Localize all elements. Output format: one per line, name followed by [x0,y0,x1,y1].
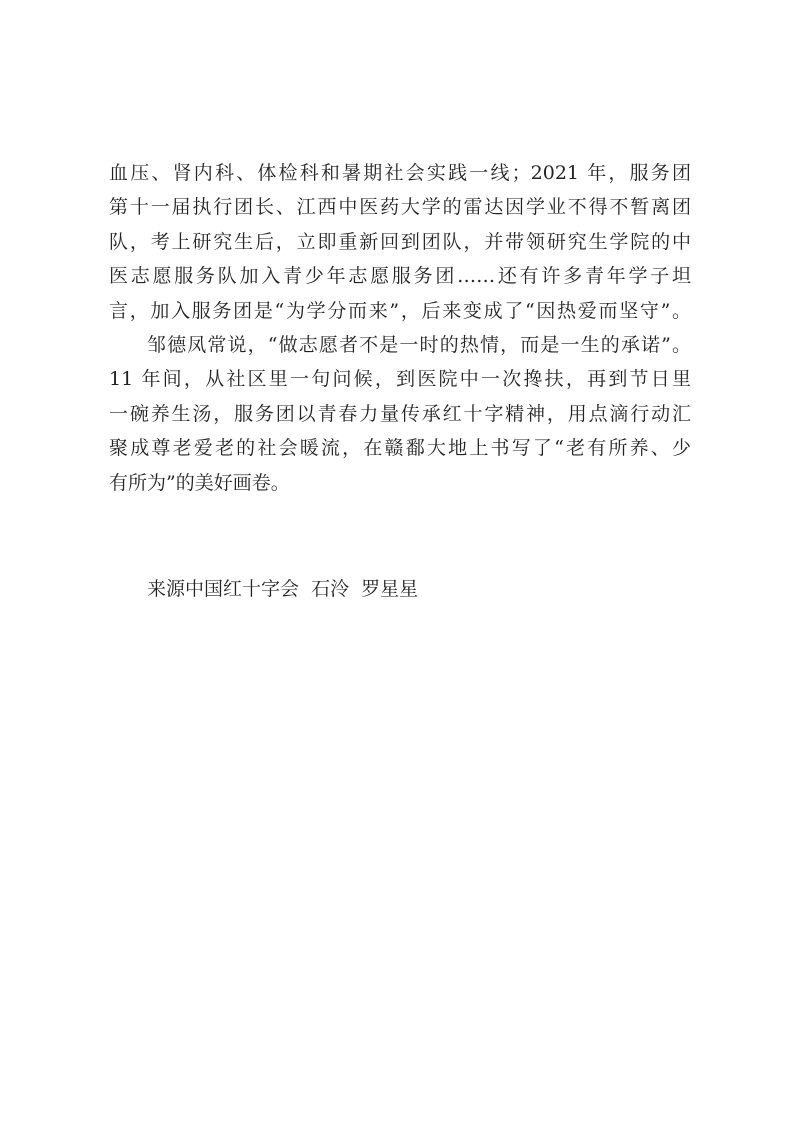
text-line: 11 年间，从社区里一句问候，到医院中一次搀扶，再到节日里 [109,368,691,391]
text-line: 医志愿服务队加入青少年志愿服务团……还有许多青年学子坦 [109,265,691,288]
paragraph-2 [109,328,691,500]
source-attribution: 来源中国红十字会 石泠 罗星星 [147,578,419,600]
text-line: 血压、肾内科、体检科和暑期社会实践一线；2021 年，服务团 [109,162,691,184]
text-line: 言，加入服务团是“为学分而来”，后来变成了“因热爱而坚守”。 [109,299,691,322]
paragraph-1 [109,156,691,328]
text-line: 有所为”的美好画卷。 [109,471,290,494]
text-line: 第十一届执行团长、江西中医药大学的雷达因学业不得不暂离团 [109,196,691,219]
article-body [109,156,691,500]
text-line: 一碗养生汤，服务团以青春力量传承红十字精神，用点滴行动汇 [109,402,691,425]
text-line: 聚成尊老爱老的社会暖流，在赣鄱大地上书写了“老有所养、少 [109,437,691,460]
text-line: 队，考上研究生后，立即重新回到团队，并带领研究生学院的中 [109,230,691,253]
text-line: 邹德凤常说，“做志愿者不是一时的热情，而是一生的承诺”。 [147,333,691,356]
